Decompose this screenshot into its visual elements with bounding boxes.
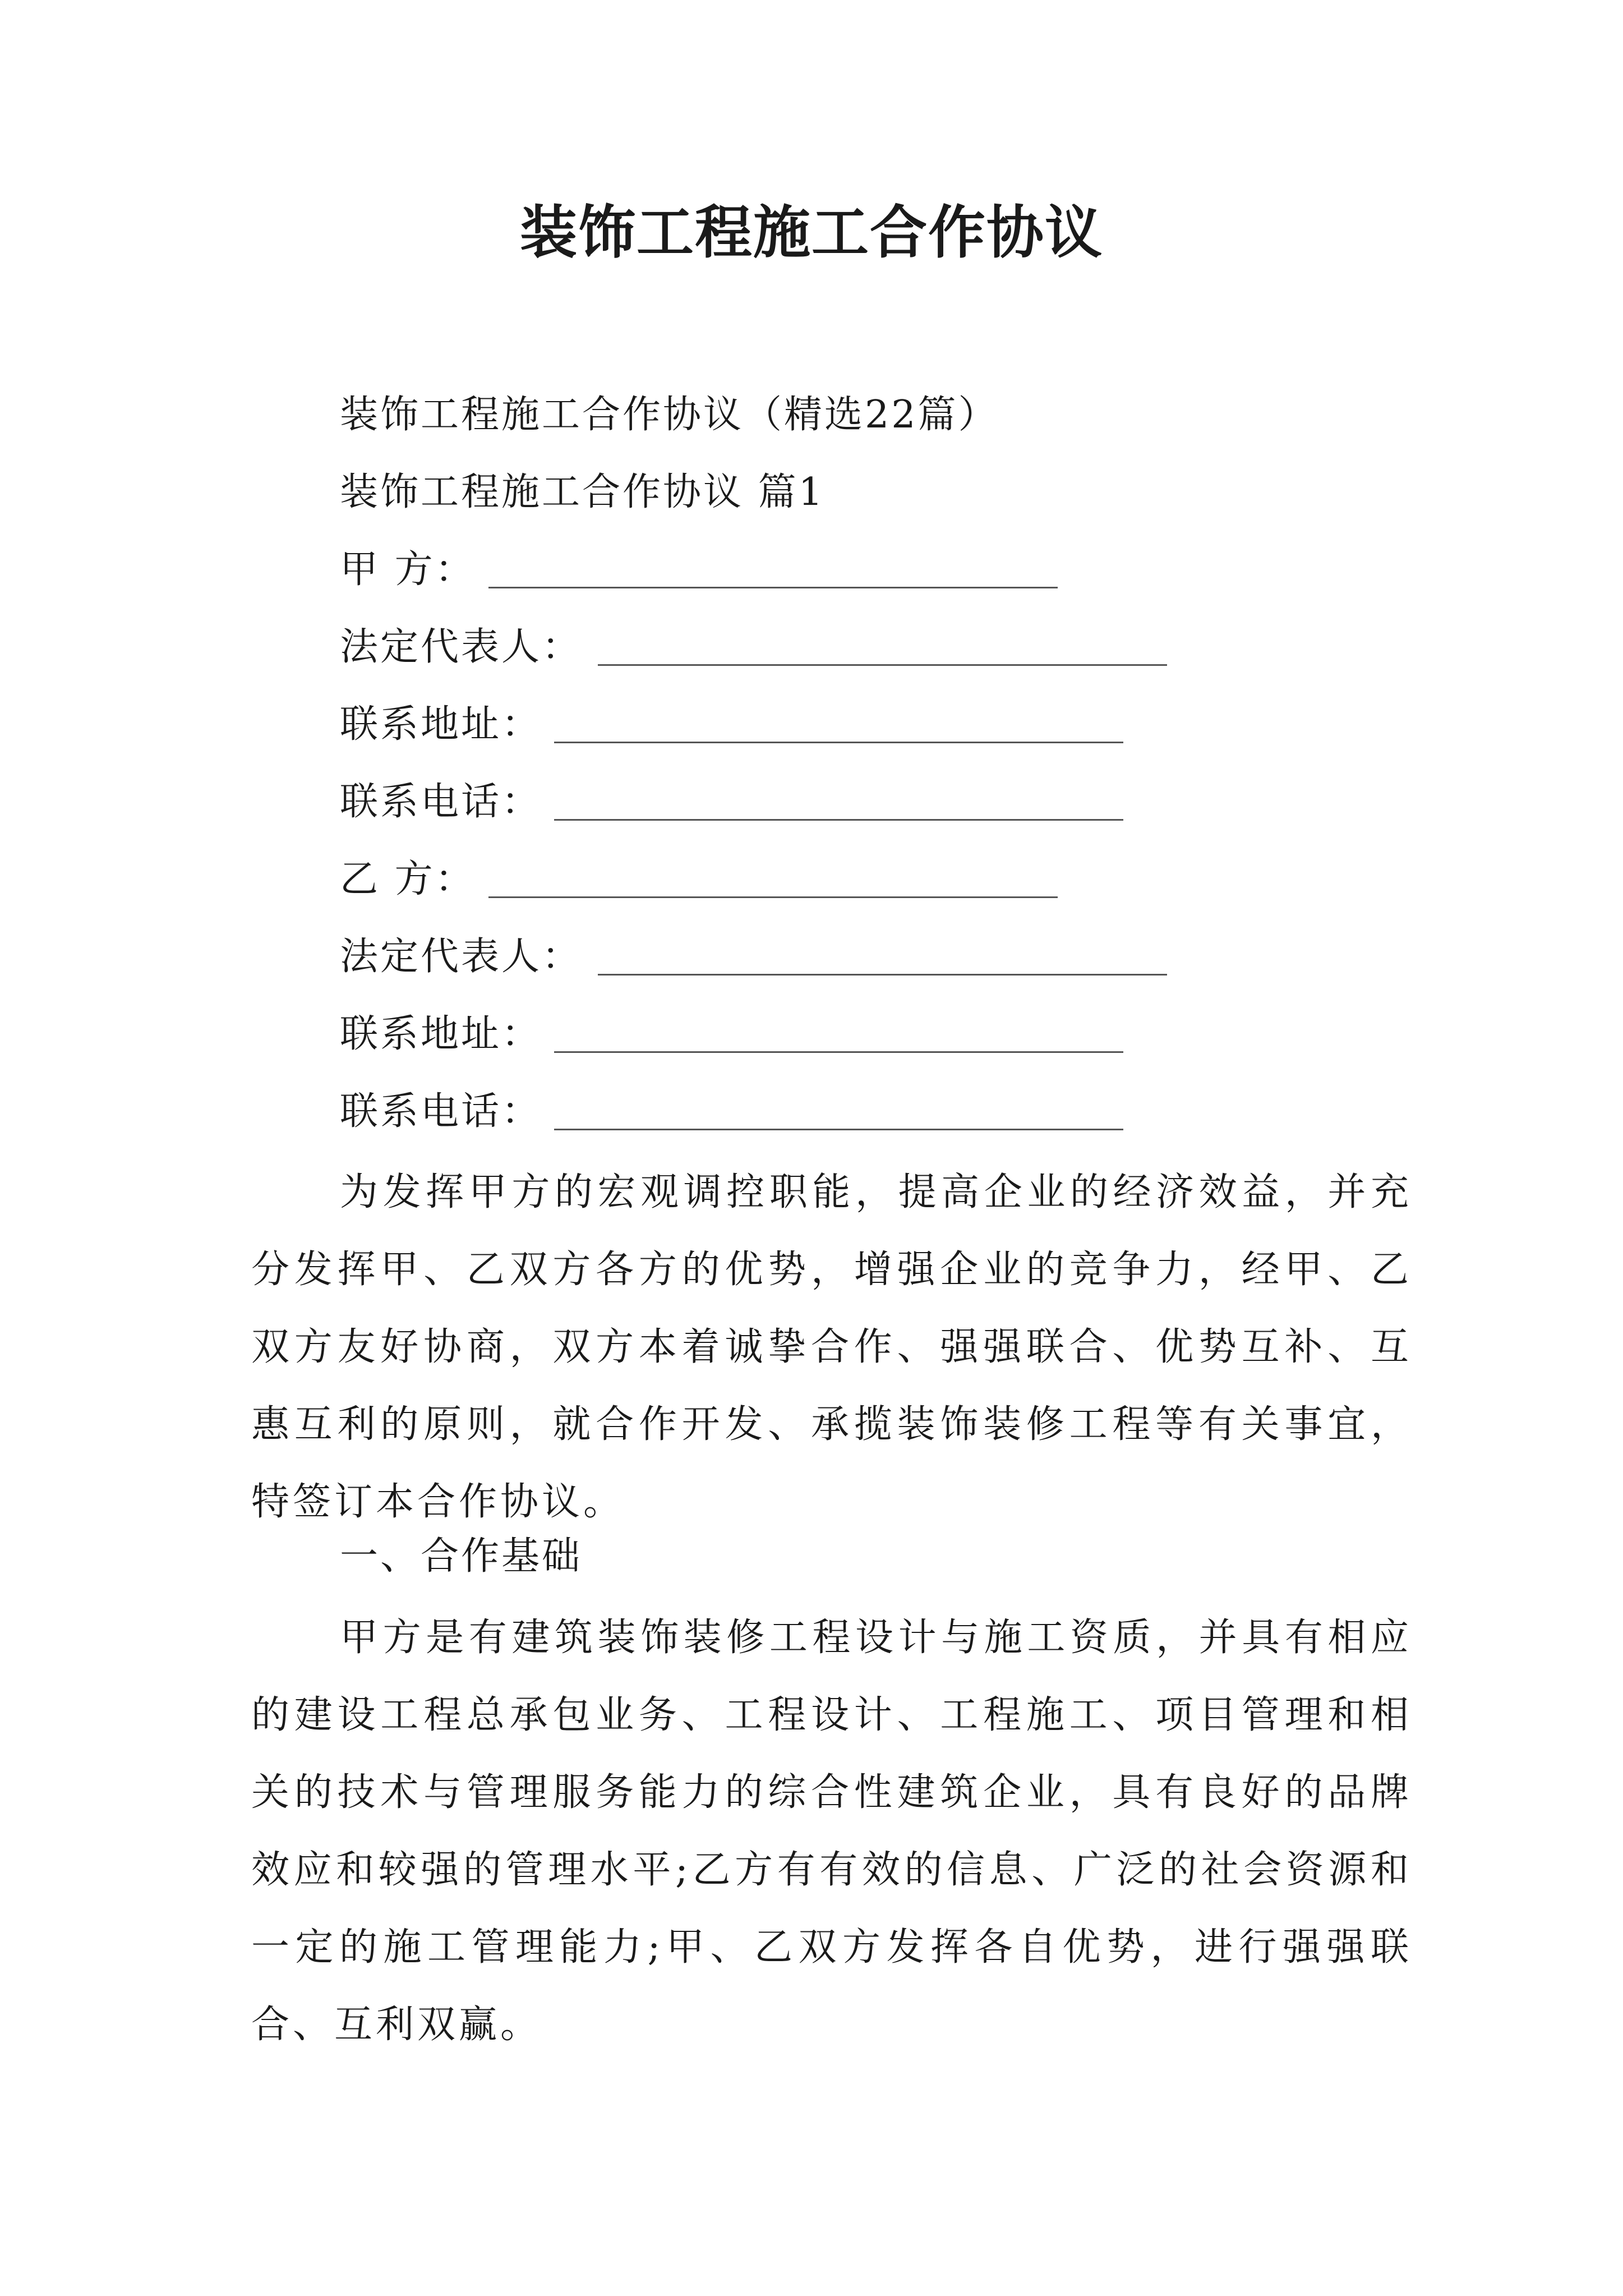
party-a-address-blank[interactable]	[554, 742, 1123, 743]
document-title: 装饰工程施工合作协议	[520, 199, 1103, 266]
party-b-phone-blank[interactable]	[554, 1129, 1123, 1130]
party-b-rep-blank[interactable]	[598, 974, 1167, 976]
party-b-phone-label: 联系电话：	[340, 1089, 542, 1134]
party-b-rep-field	[340, 930, 582, 984]
party-a-phone-field	[340, 775, 542, 829]
party-b-address-blank[interactable]	[554, 1051, 1123, 1053]
party-a-phone-label: 联系电话：	[340, 780, 542, 824]
section-1-heading: 一、合作基础	[340, 1534, 583, 1579]
party-b-address-field	[340, 1007, 542, 1061]
party-a-name-field	[340, 543, 476, 597]
party-a-name-label: 甲 方：	[340, 547, 476, 592]
party-b-name-field	[340, 853, 476, 907]
section-1-body: 甲方是有建筑装饰装修工程设计与施工资质，并具有相应的建设工程总承包业务、工程设计、工程施工、项目管理和相关的技术与管理服务能力的综合性建筑企业，具有良好的品牌效应和较强的管理水平;乙方有有效的信息、广泛的社会资源和一定的施工管理能力;甲、乙双方发挥各自优势，进行强强联合、互利双赢。	[251, 1616, 1412, 2047]
party-a-address-label: 联系地址：	[340, 702, 542, 747]
intro-paragraph: 为发挥甲方的宏观调控职能，提高企业的经济效益，并充分发挥甲、乙双方各方的优势，增强企业的竞争力，经甲、乙双方友好协商，双方本着诚挚合作、强强联合、优势互补、互惠互利的原则，就合作开发、承揽装饰装修工程等有关事宜，特签订本合作协议。	[251, 1170, 1412, 1524]
party-a-rep-label: 法定代表人：	[340, 625, 583, 669]
party-b-rep-label: 法定代表人：	[340, 935, 583, 979]
party-b-name-label: 乙 方：	[340, 857, 476, 901]
party-b-phone-field	[340, 1085, 542, 1139]
document-subtitle: 装饰工程施工合作协议（精选22篇）	[340, 393, 999, 437]
party-b-address-label: 联系地址：	[340, 1012, 542, 1056]
chapter-heading: 装饰工程施工合作协议 篇1	[340, 470, 825, 514]
party-a-name-blank[interactable]	[488, 587, 1058, 588]
party-a-address-field	[340, 698, 542, 752]
party-a-rep-blank[interactable]	[598, 664, 1167, 666]
party-a-rep-field	[340, 620, 582, 674]
party-a-phone-blank[interactable]	[554, 819, 1123, 821]
party-b-name-blank[interactable]	[488, 896, 1058, 898]
